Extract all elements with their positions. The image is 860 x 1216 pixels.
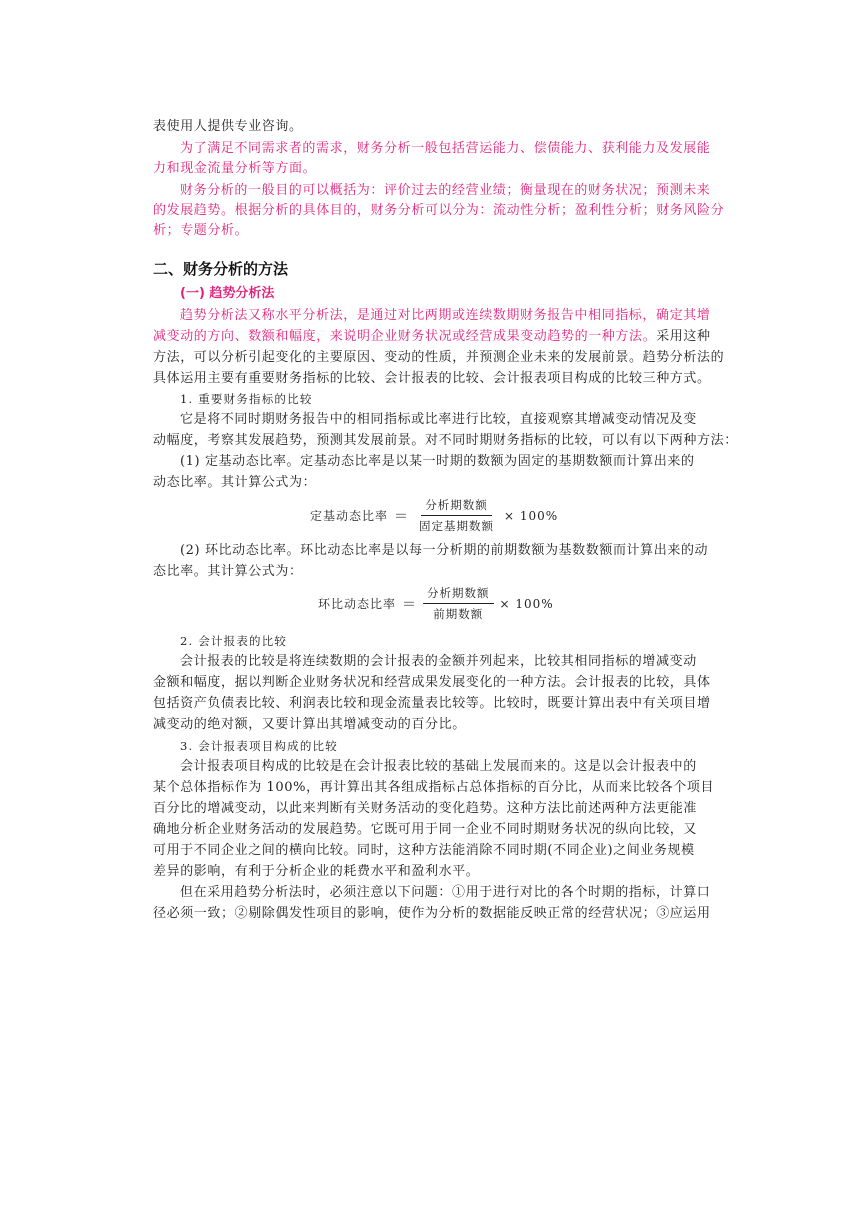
text-line: 态比率。其计算公式为： — [153, 564, 303, 579]
sub-heading: (一) 趋势分析法 — [180, 286, 275, 301]
item-title: 2. 会计报表的比较 — [180, 634, 288, 648]
text-line: 百分比的增减变动，以此来判断有关财务活动的变化趋势。这种方法比前述两种方法更能准 — [153, 801, 698, 816]
formula-chain-ratio — [318, 585, 554, 622]
formula-lhs: 环比动态比率 — [318, 597, 397, 611]
text-line: 会计报表项目构成的比较是在会计报表比较的基础上发展而来的。这是以会计报表中的 — [180, 759, 697, 774]
text-line: 某个总体指标作为 100%，再计算出其各组成指标占总体指标的百分比，从而来比较各个项目 — [153, 780, 715, 795]
text-line: 析；专题分析。 — [153, 223, 249, 238]
text-line: 为了满足不同需求者的需求，财务分析一般包括营运能力、偿债能力、获利能力及发展能 — [180, 141, 711, 156]
text-line: 表使用人提供专业咨询。 — [153, 119, 303, 134]
formula-fraction — [415, 497, 498, 534]
text-line: 但在采用趋势分析法时，必须注意以下问题：①用于进行对比的各个时期的指标，计算口 — [180, 885, 711, 900]
text-span: 减变动的方向、数额和幅度，来说明企业财务状况或经营成果变动趋势的一种方法。 — [153, 329, 657, 344]
item-title: 1. 重要财务指标的比较 — [180, 392, 313, 406]
text-line: 力和现金流量分析等方面。 — [153, 161, 317, 176]
text-line: 的发展趋势。根据分析的具体目的，财务分析可以分为：流动性分析；盈利性分析；财务风险分 — [153, 203, 725, 218]
text-line: 差异的影响，有利于分析企业的耗费水平和盈利水平。 — [153, 864, 480, 879]
text-line: 减变动的绝对额，又要计算出其增减变动的百分比。 — [153, 717, 466, 732]
text-line: 包括资产负债表比较、利润表比较和现金流量表比较等。比较时，既要计算出表中有关项目增 — [153, 696, 711, 711]
text-line: 具体运用主要有重要财务指标的比较、会计报表的比较、会计报表项目构成的比较三种方式。 — [153, 371, 711, 386]
text-line: 它是将不同时期财务报告中的相同指标或比率进行比较，直接观察其增减变动情况及变 — [180, 412, 697, 427]
formula-equals: ＝ — [402, 596, 418, 613]
section-heading: 二、财务分析的方法 — [153, 260, 289, 278]
formula-numerator: 分析期数额 — [423, 585, 494, 604]
formula-multiplier: × 100% — [504, 508, 559, 523]
text-span: 采用这种 — [656, 329, 711, 344]
text-line: 可用于不同企业之间的横向比较。同时，这种方法能消除不同时期(不同企业)之间业务规模 — [153, 843, 695, 858]
text-line: 趋势分析法又称水平分析法，是通过对比两期或连续数期财务报告中相同指标，确定其增 — [180, 308, 711, 323]
formula-multiplier: × 100% — [499, 596, 554, 611]
formula-equals: ＝ — [394, 508, 410, 525]
text-line: 确地分析企业财务活动的发展趋势。它既可用于同一企业不同时期财务状况的纵向比较，又 — [153, 822, 698, 837]
item-title: 3. 会计报表项目构成的比较 — [180, 739, 338, 753]
formula-lhs: 定基动态比率 — [310, 509, 389, 523]
text-line: 金额和幅度，据以判断企业财务状况和经营成果发展变化的一种方法。会计报表的比较，具体 — [153, 675, 711, 690]
formula-numerator: 分析期数额 — [421, 497, 492, 516]
text-line: 方法，可以分析引起变化的主要原因、变动的性质，并预测企业未来的发展前景。趋势分析法的 — [153, 350, 725, 365]
text-line: (2) 环比动态比率。环比动态比率是以每一分析期的前期数额为基数数额而计算出来的动 — [180, 543, 709, 558]
formula-denominator: 前期数额 — [433, 607, 484, 621]
text-line: 动态比率。其计算公式为： — [153, 475, 317, 490]
formula-fraction — [423, 585, 494, 622]
text-line: 会计报表的比较是将连续数期的会计报表的金额并列起来，比较其相同指标的增减变动 — [180, 654, 697, 669]
text-line — [153, 327, 713, 347]
text-line: 财务分析的一般目的可以概括为：评价过去的经营业绩；衡量现在的财务状况；预测未来 — [180, 183, 711, 198]
formula-denominator: 固定基期数额 — [419, 519, 495, 533]
formula-fixed-base-ratio — [310, 497, 558, 534]
text-line: 动幅度，考察其发展趋势，预测其发展前景。对不同时期财务指标的比较，可以有以下两种方法： — [153, 433, 738, 448]
text-line: 径必须一致；②剔除偶发性项目的影响，使作为分析的数据能反映正常的经营状况；③应运用 — [153, 906, 711, 921]
text-line: (1) 定基动态比率。定基动态比率是以某一时期的数额为固定的基期数额而计算出来的 — [180, 454, 695, 469]
